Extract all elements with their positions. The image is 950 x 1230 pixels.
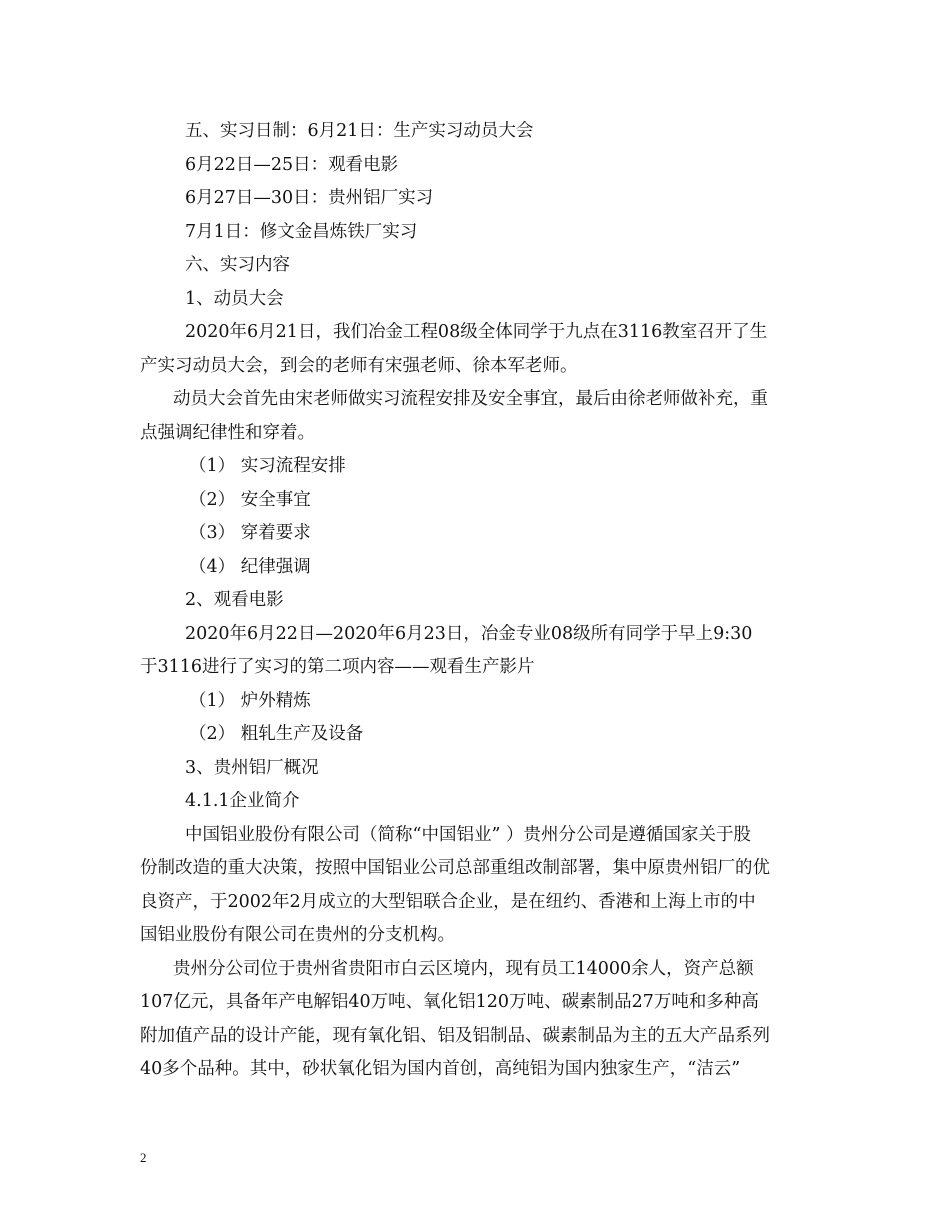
paragraph-line: 良资产，于2002年2月成立的大型铝联合企业，是在纽约、香港和上海上市的中 <box>140 891 756 912</box>
schedule-line: 6月22日—25日：观看电影 <box>185 154 399 175</box>
paragraph <box>140 316 820 383</box>
subsection-heading: 3、贵州铝厂概况 <box>185 757 319 778</box>
list-item: （2） 粗轧生产及设备 <box>189 724 364 744</box>
subsection-heading: 4.1.1企业简介 <box>185 791 300 811</box>
schedule-heading: 五、实习日制：6月21日：生产实习动员大会 <box>185 121 534 141</box>
schedule-line: 6月27日—30日：贵州铝厂实习 <box>185 188 434 208</box>
subsection-heading: 2、观看电影 <box>185 590 284 610</box>
paragraph-line: 动员大会首先由宋老师做实习流程安排及安全事宜，最后由徐老师做补充，重 <box>173 389 768 409</box>
list-item: （1） 炉外精炼 <box>189 690 311 711</box>
paragraph <box>140 618 820 685</box>
list-item: （4） 纪律强调 <box>189 556 311 577</box>
paragraph <box>140 383 820 450</box>
paragraph-line: 2020年6月22日—2020年6月23日，冶金专业08级所有同学于早上9:30 <box>185 623 753 644</box>
paragraph-line: 2020年6月21日，我们冶金工程08级全体同学于九点在3116教室召开了生 <box>185 322 768 342</box>
paragraph-line: 国铝业股份有限公司在贵州的分支机构。 <box>140 925 455 945</box>
document-body <box>140 115 820 1087</box>
schedule-line: 7月1日：修文金昌炼铁厂实习 <box>185 221 418 242</box>
paragraph-line: 点强调纪律性和穿着。 <box>140 422 315 443</box>
paragraph-line: 附加值产品的设计产能，现有氧化铝、铝及铝制品、碳素制品为主的五大产品系列 <box>140 1025 770 1046</box>
paragraph-line: 份制改造的重大决策，按照中国铝业公司总部重组改制部署，集中原贵州铝厂的优 <box>140 858 770 878</box>
paragraph-line: 于3116进行了实习的第二项内容——观看生产影片 <box>140 657 535 677</box>
paragraph <box>140 953 820 1087</box>
subsection-heading: 1、动员大会 <box>185 288 284 309</box>
paragraph-line: 贵州分公司位于贵州省贵阳市白云区境内，现有员工14000余人，资产总额 <box>173 958 754 979</box>
list-item: （2） 安全事宜 <box>189 489 311 510</box>
paragraph-line: 中国铝业股份有限公司（简称“中国铝业” ）贵州分公司是遵循国家关于股 <box>185 824 751 845</box>
list-item: （1） 实习流程安排 <box>189 456 346 476</box>
paragraph-line: 107亿元，具备年产电解铝40万吨、氧化铝120万吨、碳素制品27万吨和多种高 <box>140 992 759 1012</box>
paragraph-line: 产实习动员大会，到会的老师有宋强老师、徐本军老师。 <box>140 355 578 376</box>
section-heading: 六、实习内容 <box>185 255 290 275</box>
paragraph <box>140 819 820 953</box>
page-number: 2 <box>140 1150 147 1165</box>
list-item: （3） 穿着要求 <box>189 523 311 543</box>
paragraph-line: 40多个品种。其中，砂状氧化铝为国内首创，高纯铝为国内独家生产，“洁云” <box>140 1059 741 1079</box>
